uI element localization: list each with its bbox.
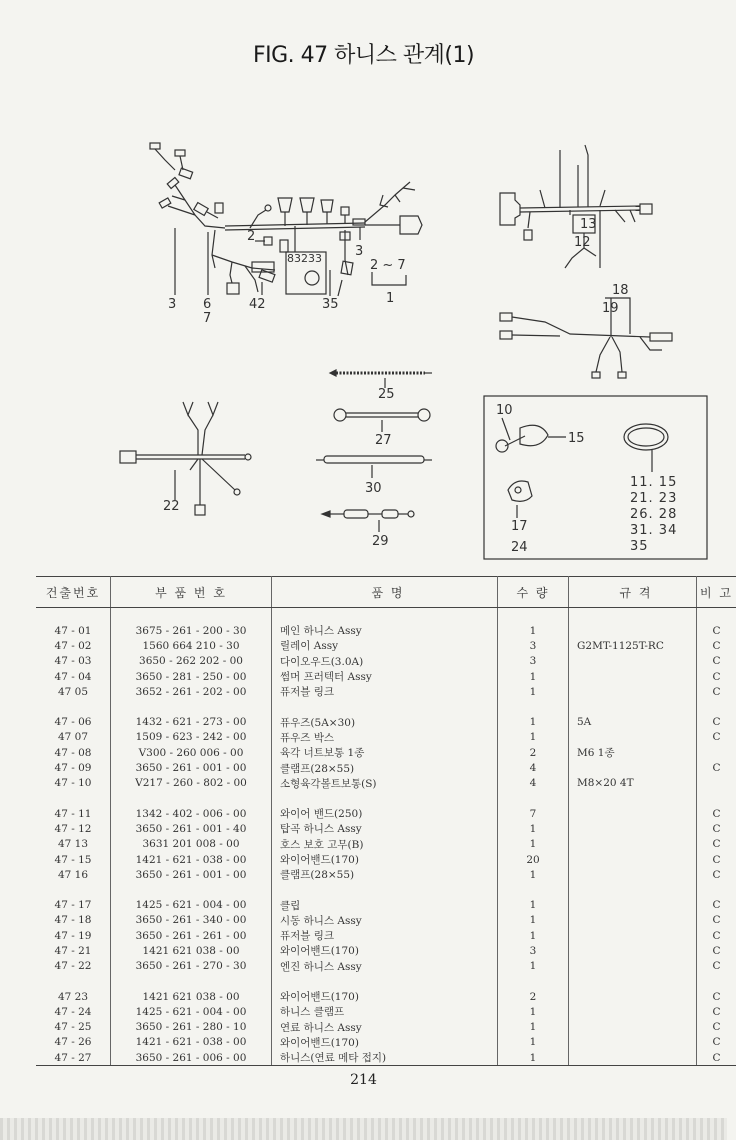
cell-quantity: 1 [498,684,569,699]
cell-quantity: 7 [498,806,569,821]
cell-part-name: 와이어밴드(170) [272,852,498,867]
inset-callout: 35 [630,539,649,554]
table-row [36,1020,736,1035]
inset-callout: 11. 15 [630,475,678,490]
cell-part-name: 육각 너트보통 1종 [272,745,498,760]
cell-spec [569,1020,697,1035]
cell-part-name: 썸머 프러텍터 Assy [272,669,498,684]
table-row [36,913,736,928]
cell-item-no: 47 16 [36,867,111,882]
cell-item-no: 47 - 09 [36,760,111,775]
cell-quantity: 1 [498,623,569,638]
cell-spec [569,959,697,974]
cell-part-name: 퓨저블 링크 [272,684,498,699]
cell-item-no: 47 - 26 [36,1035,111,1050]
table-row [36,821,736,836]
cell-part-no: 1509 - 623 - 242 - 00 [111,730,272,745]
cell-remarks: C [712,1036,721,1049]
cell-item-no: 47 - 17 [36,897,111,912]
cell-spec [569,913,697,928]
cell-quantity: 4 [498,776,569,791]
callout-30: 30 [365,481,382,496]
cell-item-no: 47 - 08 [36,745,111,760]
cell-remarks: C [712,944,721,957]
cell-part-name: 다이오우드(3.0A) [272,654,498,669]
cell-part-name: 소형육각볼트보통(S) [272,776,498,791]
cell-remarks: C [712,990,721,1003]
cell-remarks: C [712,1005,721,1018]
cell-part-no: 1421 621 038 - 00 [111,943,272,958]
cell-quantity: 1 [498,959,569,974]
cell-remarks: C [712,960,721,973]
header-part-no: 부 품 번 호 [111,577,272,608]
cell-quantity: 1 [498,1050,569,1066]
cell-quantity: 3 [498,654,569,669]
cell-spec [569,852,697,867]
cell-quantity: 1 [498,897,569,912]
table-row [36,852,736,867]
cell-spec [569,928,697,943]
cell-item-no: 47 - 22 [36,959,111,974]
scan-edge [0,1118,727,1140]
callout-15: 15 [568,431,585,446]
cell-part-no: 3650 - 261 - 261 - 00 [111,928,272,943]
table-row [36,1004,736,1019]
cell-part-name: 클립 [272,897,498,912]
cell-item-no: 47 - 18 [36,913,111,928]
cell-part-no: 3652 - 261 - 202 - 00 [111,684,272,699]
cell-remarks: C [712,807,721,820]
callout-17: 17 [511,519,528,534]
cell-spec [569,989,697,1004]
table-row [36,714,736,729]
table-row [36,745,736,760]
table-row [36,1050,736,1066]
cell-quantity: 1 [498,867,569,882]
callout-19: 19 [602,301,619,316]
cell-quantity: 1 [498,821,569,836]
parts-table-body [36,608,736,1066]
callout-18: 18 [612,283,629,298]
callout-24: 24 [511,540,528,555]
cell-spec: M6 1종 [569,745,697,760]
cell-remarks: C [712,822,721,835]
cell-spec [569,623,697,638]
cell-item-no: 47 - 02 [36,638,111,653]
callout-42: 42 [249,297,266,312]
cell-part-no: 1425 - 621 - 004 - 00 [111,897,272,912]
cell-part-no: 3675 - 261 - 200 - 30 [111,623,272,638]
wire-band-drawings [316,370,432,532]
cell-item-no: 47 - 19 [36,928,111,943]
cell-item-no: 47 - 21 [36,943,111,958]
cell-remarks: C [712,716,721,729]
cell-quantity: 1 [498,730,569,745]
table-row [36,959,736,974]
cell-remarks: C [712,624,721,637]
cell-remarks: C [712,639,721,652]
page-number: 214 [350,1072,377,1088]
cell-part-no: 1421 621 038 - 00 [111,989,272,1004]
cell-remarks: C [697,1050,736,1066]
cell-part-no: V300 - 260 006 - 00 [111,745,272,760]
cell-part-no: 3650 - 261 - 006 - 00 [111,1050,272,1066]
cell-part-name: 퓨우즈(5A×30) [272,714,498,729]
cell-part-no: 3650 - 261 - 340 - 00 [111,913,272,928]
callout-7: 7 [203,311,212,326]
callout-10: 10 [496,403,513,418]
table-row [36,623,736,638]
group-spacer [36,974,736,989]
callout-3: 3 [168,297,177,312]
cell-spec: G2MT-1125T-RC [569,638,697,653]
cell-part-no: 3650 - 261 - 001 - 40 [111,821,272,836]
starter-harness-drawing [500,298,672,378]
header-quantity: 수 량 [498,577,569,608]
table-row [36,867,736,882]
cell-part-no: 3650 - 261 - 280 - 10 [111,1020,272,1035]
inset-callout-list [630,475,677,555]
header-part-name: 품 명 [272,577,498,608]
header-spec: 규 격 [569,577,697,608]
group-spacer [36,791,736,806]
cell-item-no: 47 - 03 [36,654,111,669]
cell-remarks [697,776,736,791]
callout-29: 29 [372,534,389,549]
cell-item-no: 47 05 [36,684,111,699]
inset-callout: 26. 28 [630,507,678,522]
cell-quantity: 20 [498,852,569,867]
cell-spec: M8×20 4T [569,776,697,791]
group-spacer [36,608,736,624]
table-row [36,684,736,699]
callout-35: 35 [322,297,339,312]
cell-part-no: 3650 - 262 202 - 00 [111,654,272,669]
cell-remarks: C [712,868,721,881]
callout-25: 25 [378,387,395,402]
cell-quantity: 2 [498,745,569,760]
cell-part-name: 와이어밴드(170) [272,989,498,1004]
cell-part-name: 탑곡 하니스 Assy [272,821,498,836]
cell-item-no: 47 23 [36,989,111,1004]
table-row [36,928,736,943]
cell-part-name: 시동 하니스 Assy [272,913,498,928]
table-row [36,837,736,852]
group-spacer [36,699,736,714]
cell-part-no: 3650 - 261 - 001 - 00 [111,867,272,882]
cell-spec: 5A [569,714,697,729]
cell-part-no: 3650 - 281 - 250 - 00 [111,669,272,684]
table-row [36,989,736,1004]
parts-table [36,576,736,1066]
cell-spec [569,669,697,684]
callout-6: 6 [203,297,212,312]
cell-part-name: 엔진 하니스 Assy [272,959,498,974]
cell-spec [569,684,697,699]
table-row [36,654,736,669]
cell-part-name: 클램프(28×55) [272,867,498,882]
cell-item-no: 47 - 15 [36,852,111,867]
cell-remarks: C [712,853,721,866]
cell-part-name: 와이어밴드(170) [272,1035,498,1050]
callout-12: 12 [574,235,591,250]
cell-item-no: 47 - 24 [36,1004,111,1019]
cell-part-name: 릴레이 Assy [272,638,498,653]
cell-spec [569,760,697,775]
callout-13: 13 [580,217,597,232]
cell-remarks: C [712,655,721,668]
cell-part-name: 클램프(28×55) [272,760,498,775]
cell-part-name: 퓨저블 링크 [272,928,498,943]
table-row [36,638,736,653]
cell-part-name: 퓨우즈 박스 [272,730,498,745]
callout-3b: 3 [355,244,364,259]
cell-part-no: 1421 - 621 - 038 - 00 [111,852,272,867]
cell-spec [569,821,697,836]
header-item-no: 건출번호 [36,577,111,608]
cell-remarks: C [712,670,721,683]
cell-quantity: 1 [498,928,569,943]
callout-27: 27 [375,433,392,448]
cell-spec [569,730,697,745]
cell-item-no: 47 - 01 [36,623,111,638]
cell-quantity: 3 [498,638,569,653]
cell-part-name: 연료 하니스 Assy [272,1020,498,1035]
table-row [36,806,736,821]
cell-quantity: 1 [498,1035,569,1050]
cell-quantity: 1 [498,669,569,684]
cell-spec [569,837,697,852]
table-row [36,943,736,958]
callout-22: 22 [163,499,180,514]
cell-remarks [697,745,736,760]
figure-title: FIG. 47 하니스 관계(1) [252,43,475,68]
cell-item-no: 47 - 25 [36,1020,111,1035]
main-harness-drawing [150,143,422,296]
header-remarks: 비 고 [697,577,736,608]
cell-part-name: 메인 하니스 Assy [272,623,498,638]
callout-2-to-7: 2 ~ 7 [370,258,406,273]
cell-item-no: 47 - 27 [36,1050,111,1066]
cell-spec [569,806,697,821]
cell-quantity: 1 [498,1004,569,1019]
cell-quantity: 1 [498,837,569,852]
cell-part-no: V217 - 260 - 802 - 00 [111,776,272,791]
cell-part-name: 하니스(연료 메타 접지) [272,1050,498,1066]
cell-quantity: 1 [498,714,569,729]
table-row [36,897,736,912]
group-spacer [36,882,736,897]
table-row [36,669,736,684]
cell-part-no: 3631 201 008 - 00 [111,837,272,852]
cell-item-no: 47 - 06 [36,714,111,729]
cell-part-no: 1432 - 621 - 273 - 00 [111,714,272,729]
table-row [36,760,736,775]
parts-table-header [36,577,736,608]
cell-part-no: 1342 - 402 - 006 - 00 [111,806,272,821]
cell-part-name: 하니스 클램프 [272,1004,498,1019]
table-row [36,730,736,745]
engine-harness-drawing [120,402,251,515]
cell-item-no: 47 - 11 [36,806,111,821]
table-row [36,1035,736,1050]
cell-spec [569,867,697,882]
cell-spec [569,897,697,912]
cell-item-no: 47 - 12 [36,821,111,836]
cell-spec [569,1050,697,1066]
cell-remarks: C [712,899,721,912]
cell-item-no: 47 07 [36,730,111,745]
cell-item-no: 47 - 10 [36,776,111,791]
inset-callout: 31. 34 [630,523,678,538]
cell-quantity: 1 [498,1020,569,1035]
callout-83233: 83233 [287,252,322,265]
cell-remarks: C [712,914,721,927]
callout-2: 2 [247,229,256,244]
cell-part-no: 1421 - 621 - 038 - 00 [111,1035,272,1050]
cell-remarks: C [712,1021,721,1034]
cell-quantity: 3 [498,943,569,958]
cell-part-no: 1425 - 621 - 004 - 00 [111,1004,272,1019]
cell-part-name: 와이어 밴드(250) [272,806,498,821]
cell-spec [569,943,697,958]
cell-remarks: C [712,762,721,775]
cell-quantity: 2 [498,989,569,1004]
cell-spec [569,1035,697,1050]
cell-part-name: 호스 보호 고무(B) [272,837,498,852]
cell-part-no: 1560 664 210 - 30 [111,638,272,653]
cell-remarks: C [712,731,721,744]
table-row [36,776,736,791]
cell-remarks: C [712,929,721,942]
cell-quantity: 1 [498,913,569,928]
cell-part-no: 3650 - 261 - 270 - 30 [111,959,272,974]
cell-spec [569,1004,697,1019]
cell-item-no: 47 - 04 [36,669,111,684]
callout-1: 1 [386,291,395,306]
cell-item-no: 47 13 [36,837,111,852]
inset-callout: 21. 23 [630,491,678,506]
cell-remarks: C [712,838,721,851]
cell-part-no: 3650 - 261 - 001 - 00 [111,760,272,775]
cell-spec [569,654,697,669]
cell-part-name: 와이어밴드(170) [272,943,498,958]
cell-remarks: C [712,685,721,698]
cell-quantity: 4 [498,760,569,775]
